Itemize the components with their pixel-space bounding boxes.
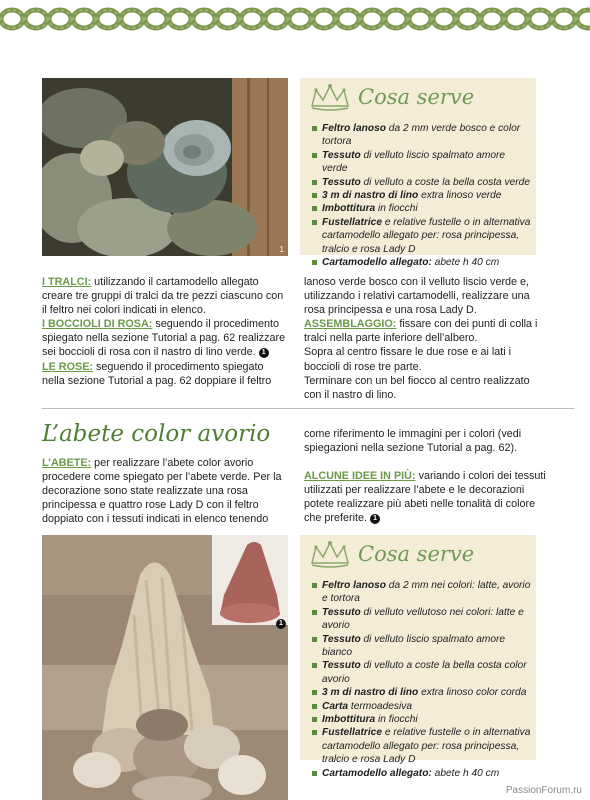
text-abete-cont: come riferimento le immagini per i colori (vedi spiegazioni nella sezione Tutorial a pag. 62). xyxy=(304,428,522,455)
label-tralci: I TRALCI: xyxy=(42,276,92,288)
material-name: Imbottitura xyxy=(322,203,376,215)
text-sopra: Sopra al centro fissare le due rose e ai lati i boccioli di rose tre parte. xyxy=(304,346,512,373)
photo-ref-badge: 1 xyxy=(259,348,269,358)
photo-ivory-tree xyxy=(42,535,288,800)
material-item xyxy=(312,189,532,202)
material-detail: da 2 mm verde bosco e color tortora xyxy=(322,123,521,148)
materials-box-2 xyxy=(300,535,536,779)
material-name: Tessuto xyxy=(322,149,361,161)
photo-green-roses xyxy=(42,78,288,256)
material-detail: abete h 40 cm xyxy=(431,257,500,269)
photo-number: 1 xyxy=(279,245,284,254)
label-boccioli: I BOCCIOLI DI ROSA: xyxy=(42,318,153,331)
material-detail: abete h 40 cm xyxy=(431,767,500,779)
material-item xyxy=(312,256,532,269)
material-item xyxy=(312,686,532,699)
material-detail: da 2 mm nei colori: latte, avorio e tortora xyxy=(322,580,531,605)
text-abete: per realizzare l’abete color avorio procedere come spiegato per l’abete verde. Per la decorazione sono state realizzate una rosa principessa e quattro rose Lady D con il feltro doppiato con i tessuti indicati in elenco tenendo xyxy=(42,457,282,526)
material-item xyxy=(312,726,532,766)
material-name: Tessuto xyxy=(322,633,361,645)
materials-list-2 xyxy=(312,579,532,780)
material-detail: in fiocchi xyxy=(375,714,418,726)
section-heading: L’abete color avorio xyxy=(42,421,271,447)
material-name: 3 m di nastro di lino xyxy=(322,190,419,202)
material-name: Cartamodello allegato: xyxy=(322,257,432,269)
section-divider xyxy=(42,408,574,409)
box-title-text: Cosa serve xyxy=(358,542,475,566)
crown-ornament-icon xyxy=(308,539,352,569)
text-column-right-2 xyxy=(304,427,550,526)
materials-title xyxy=(308,82,474,112)
text-tralci: utilizzando il cartamodello allegato creare tre gruppi di tralci da tre pezzi ciascuno con il feltro nei colori indicati in elenco. xyxy=(42,276,284,317)
material-detail: extra linoso color corda xyxy=(418,687,527,699)
text-assemblaggio: fissare con dei punti di colla i tralci nella parte inferiore dell’albero. xyxy=(304,318,538,345)
material-name: Tessuto xyxy=(322,606,361,618)
label-abete: L’ABETE: xyxy=(42,457,92,469)
material-detail: e relative fustelle o in alternativa cartamodello allegato per: rosa principessa, tralcio e rosa Lady D xyxy=(322,216,531,255)
text-column-left-1 xyxy=(42,275,288,388)
text-column-right-1 xyxy=(304,275,548,402)
material-item xyxy=(312,606,532,633)
materials-box xyxy=(300,78,536,269)
material-name: 3 m di nastro di lino xyxy=(322,687,419,699)
label-assemblaggio: ASSEMBLAGGIO: xyxy=(304,318,397,331)
material-item xyxy=(312,659,532,686)
photo-ref-badge: 1 xyxy=(370,514,380,524)
material-item xyxy=(312,713,532,726)
material-detail: di velluto vellutoso nei colori: latte e avorio xyxy=(322,606,524,632)
material-item xyxy=(312,149,532,176)
text-column-left-2 xyxy=(42,456,288,526)
text-rose: seguendo il procedimento spiegato nella sezione Tutorial a pag. 62 doppiare il feltro xyxy=(42,360,272,387)
box-title-text: Cosa serve xyxy=(358,85,475,109)
material-name: Feltro lanoso xyxy=(322,123,386,134)
material-detail: di velluto a coste la bella costa verde xyxy=(360,176,531,188)
label-idee: ALCUNE IDEE IN PIÙ: xyxy=(304,470,416,483)
material-detail: di velluto liscio spalmato amore bianco xyxy=(322,633,506,659)
text-terminare: Terminare con un bel fiocco al centro realizzato con il nastro di lino. xyxy=(304,374,530,401)
materials-title-2 xyxy=(308,539,474,569)
text-idee: variando i colori dei tessuti utilizzati per realizzare l’abete e le decorazioni potete realizzare più abeti nelle tonalità di colore che preferite. xyxy=(304,470,546,525)
label-rose: LE ROSE: xyxy=(42,360,93,373)
text-rose-cont: lanoso verde bosco con il velluto liscio verde e, utilizzando i relativi cartamodelli, realizzare una rosa principessa e una rosa Lady D. xyxy=(304,276,530,317)
material-name: Fustellatrice xyxy=(322,727,383,739)
material-detail: in fiocchi xyxy=(375,203,418,215)
material-name: Feltro lanoso xyxy=(322,580,386,591)
text-boccioli: seguendo il procedimento spiegato nella sezione Tutorial a pag. 62 realizzare sei boccioli di rosa con il nastro di lino verde. xyxy=(42,318,286,359)
material-detail: termoadesiva xyxy=(348,700,413,712)
material-item xyxy=(312,700,532,713)
crown-ornament-icon xyxy=(308,82,352,112)
material-name: Carta xyxy=(322,700,349,712)
material-item xyxy=(312,633,532,660)
material-item xyxy=(312,122,532,149)
material-item xyxy=(312,767,532,780)
material-detail: e relative fustelle o in alternativa cartamodello allegato per: rosa principessa, tralcio e rosa Lady D xyxy=(322,727,531,766)
rope-border xyxy=(0,0,590,40)
material-item xyxy=(312,176,532,189)
material-item xyxy=(312,579,532,606)
material-name: Imbottitura xyxy=(322,714,376,726)
materials-list xyxy=(312,122,532,269)
material-name: Cartamodello allegato: xyxy=(322,767,432,779)
material-detail: di velluto liscio spalmato amore verde xyxy=(322,149,506,175)
material-name: Tessuto xyxy=(322,660,361,672)
material-item xyxy=(312,202,532,215)
material-detail: di velluto a coste la bella costa color avorio xyxy=(322,660,527,685)
photo-number: 1 xyxy=(276,619,286,629)
material-item xyxy=(312,216,532,256)
material-name: Tessuto xyxy=(322,176,361,188)
material-name: Fustellatrice xyxy=(322,216,383,228)
watermark: PassionForum.ru xyxy=(505,785,582,796)
material-detail: extra linoso verde xyxy=(418,190,502,202)
